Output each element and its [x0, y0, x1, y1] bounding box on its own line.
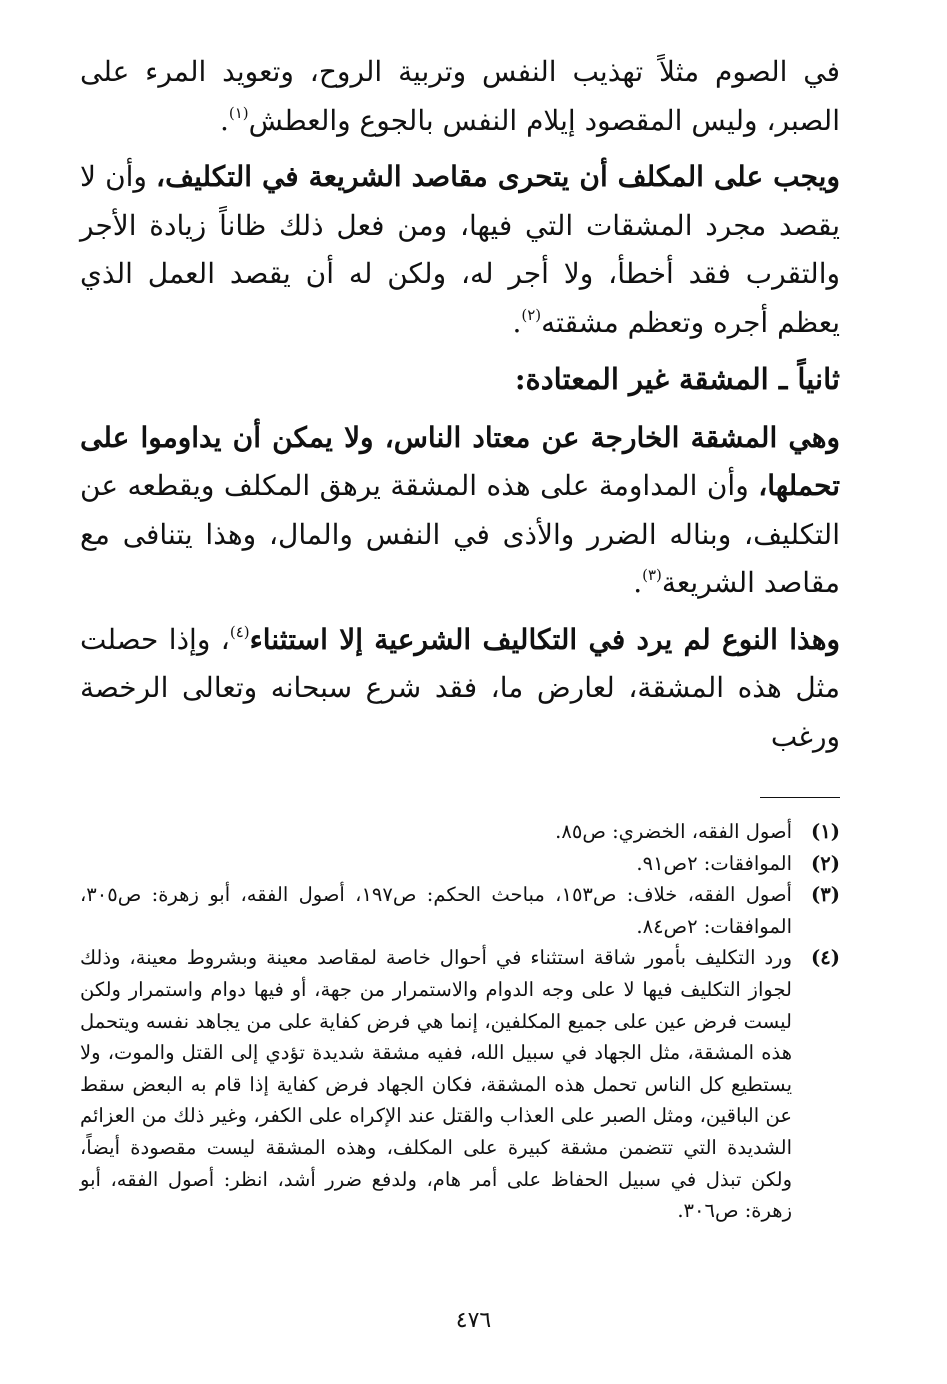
footnote-text: أصول الفقه، خلاف: ص١٥٣، مباحث الحكم: ص١٩٧، أصول الفقه، أبو زهرة: ص٣٠٥، الموافقات: ٢ص٨٤.	[80, 883, 792, 938]
book-page	[80, 48, 840, 1348]
paragraph-2-text: وأن لا يقصد مجرد المشقات التي فيها، ومن فعل ذلك ظاناً زيادة الأجر والتقرب فقد أخطأ، ولا أجر له، ولكن له أن يقصد العمل الذي يعظم أجره وتعظم مشقته	[80, 160, 841, 339]
main-text	[80, 48, 840, 761]
footnote-number: (٤)	[811, 946, 840, 970]
footnotes	[80, 816, 840, 1227]
footnote-ref-1: (١)	[228, 103, 249, 122]
paragraph-3-text: وأن المداومة على هذه المشقة يرهق المكلف ويقطعه عن التكليف، وبناله الضرر والأذى في النفس والمال، وهذا يتنافى مع مقاصد الشريعة	[80, 469, 840, 599]
paragraph-3-end: .	[633, 566, 643, 599]
section-heading: ثانياً ـ المشقة غير المعتادة:	[514, 362, 840, 396]
paragraph-4-bold: وهذا النوع لم يرد في التكاليف الشرعية إلا استثناء	[249, 622, 841, 656]
page-number: ٤٧٦	[455, 1308, 492, 1333]
footnote-1	[80, 816, 840, 848]
paragraph-2	[80, 153, 840, 347]
paragraph-1-text: في الصوم مثلاً تهذيب النفس وتربية الروح، وتعويد المرء على الصبر، وليس المقصود إيلام النفس بالجوع والعطش	[80, 55, 840, 137]
paragraph-1	[80, 48, 840, 145]
footnote-3	[80, 879, 840, 942]
footnote-ref-3: (٣)	[642, 566, 662, 584]
footnote-number: (١)	[811, 820, 840, 843]
paragraph-1-end: .	[219, 103, 229, 137]
paragraph-4-text: ، وإذا حصلت مثل هذه المشقة، لعارض ما، فقد شرع سبحانه وتعالى الرخصة ورغب	[80, 622, 840, 753]
footnote-divider	[760, 797, 840, 798]
paragraph-4	[80, 616, 840, 762]
footnote-2	[80, 848, 840, 880]
footnote-ref-2: (٢)	[521, 305, 542, 324]
footnote-4	[80, 942, 840, 1226]
footnote-number: (٢)	[811, 851, 840, 875]
paragraph-2-bold: ويجب على المكلف أن يتحرى مقاصد الشريعة في التكليف،	[156, 160, 840, 193]
footnote-text: أصول الفقه، الخضري: ص٨٥.	[555, 820, 792, 843]
footnote-number: (٣)	[811, 883, 840, 907]
footnote-ref-4: (٤)	[229, 622, 250, 641]
footnote-text: الموافقات: ٢ص٩١.	[636, 851, 792, 875]
paragraph-3-bold: وهي المشقة الخارجة عن معتاد الناس، ولا يمكن أن يداوموا على تحملها،	[80, 420, 840, 502]
paragraph-2-end: .	[512, 305, 522, 339]
paragraph-3	[80, 414, 840, 608]
footnote-text: ورد التكليف بأمور شاقة استثناء في أحوال خاصة لمقاصد معينة وبشروط معينة، وذلك لجواز التكليف فيها لا على وجه الدوام والاستمرار من جهة، أو فيها دوام واستمرار ولكن ليست فرض عين على جميع المكلفين، إنما هي فرض كفاية على من يجاهد نفسه ويتحمل هذه المشقة، مثل الجهاد في سبيل الله، ففيه مشقة شديدة تؤدي إلى القتل والموت، ولا يستطيع كل الناس تحمل هذه المشقة، فكان الجهاد فرض كفاية إذا قام به البعض سقط عن الباقين، ومثل الصبر على العذاب والقتل عند الإكراه على الكفر، وغير ذلك من العزائم الشديدة التي تتضمن مشقة كبيرة على المكلف، وهذه المشقة ليست مقصودة أيضاً، ولكن تبذل في سبيل الحفاظ على أمر هام، ولدفع ضرر أشد، انظر: أصول الفقه، أبو زهرة: ص٣٠٦.	[80, 946, 792, 1223]
